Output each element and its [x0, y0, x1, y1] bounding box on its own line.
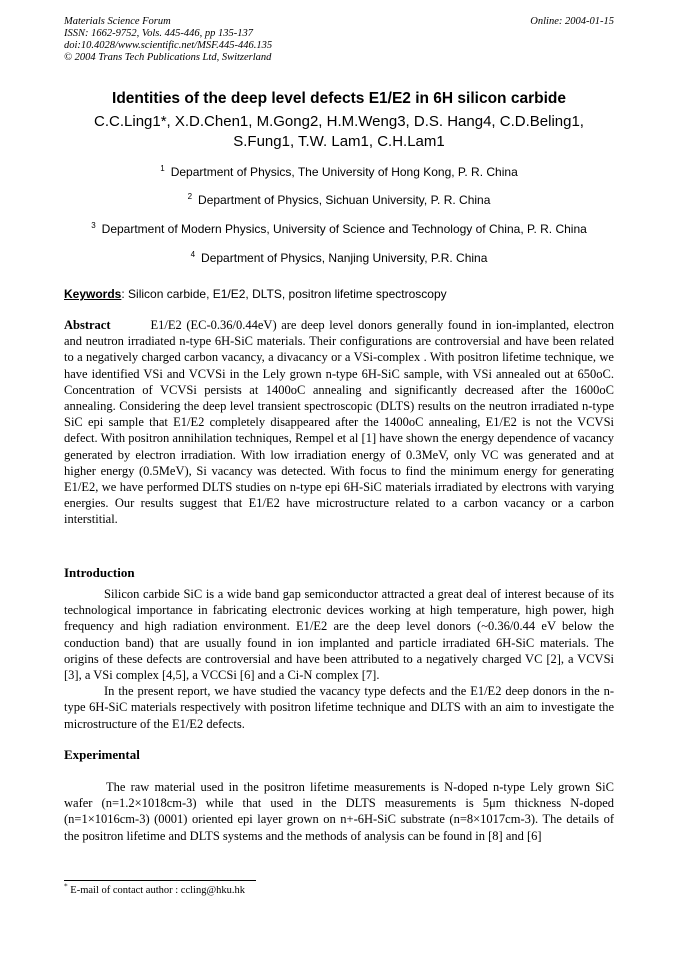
keywords: Keywords: Silicon carbide, E1/E2, DLTS, positron lifetime spectroscopy [64, 287, 447, 301]
footnote [64, 881, 245, 896]
introduction-text [64, 586, 614, 732]
experimental-text [64, 779, 614, 844]
intro-paragraph-2: In the present report, we have studied the vacancy type defects and the E1/E2 deep donors in the n-type 6H-SiC materials respectively with positron lifetime technique and DLTS with an aim to investigate the microstructure of the E1/E2 defects. [64, 684, 614, 731]
abstract [64, 317, 614, 528]
affiliation: $^2$ Department of Physics, Sichuan University, P. R. China [187, 192, 491, 207]
journal-header [64, 16, 272, 64]
author-line-2: S.Fung1, T.W. Lam1, C.H.Lam1 [233, 133, 445, 150]
keywords-text: Silicon carbide, E1/E2, DLTS, positron lifetime spectroscopy [128, 287, 447, 301]
abstract-label: Abstract [64, 318, 111, 332]
issn: ISSN: 1662-9752, Vols. 445-446, pp 135-137 [64, 28, 253, 39]
experimental-paragraph-1: The raw material used in the positron lifetime measurements is N-doped n-type Lely grown SiC wafer (n=1.2×1018cm-3) while that used in the DLTS measurements is 5μm thickness N-doped (n=1×1016cm-3) (0001) oriented epi layer grown on n+-6H-SiC substrate (n=8×1017cm-3). The details of the positron lifetime and DLTS systems and the methods of analysis can be found in [8] and [6] [64, 780, 614, 843]
keywords-label: Keywords [64, 287, 122, 301]
online-date: Online: 2004-01-15 [530, 16, 614, 27]
copyright: © 2004 Trans Tech Publications Ltd, Switzerland [64, 52, 272, 63]
affiliation: $^3$ Department of Modern Physics, University of Science and Technology of China, P. R. China [91, 221, 587, 236]
footnote-text: E-mail of contact author : ccling@hku.hk [70, 885, 245, 896]
introduction-heading: Introduction [64, 565, 135, 580]
footnote-divider [64, 880, 256, 881]
footnote-mark: * [64, 881, 68, 891]
affiliation: $^4$ Department of Physics, Nanjing University, P.R. China [190, 250, 488, 265]
abstract-text: E1/E2 (EC-0.36/0.44eV) are deep level donors generally found in ion-implanted, electron and neutron irradiated n-type 6H-SiC materials. Their configurations are controversial and have been related to a negatively charged carbon vacancy, a divacancy or a VSi-complex . With positron lifetime technique, we have identified VSi and VCVSi in the Lely grown n-type 6H-SiC sample, with VSi annealed out at 650oC. Concentration of VCVSi persists at 1400oC annealing and significantly decreased after the 1600oC annealing. Considering the deep level transient spectroscopic (DLTS) results on the neutron irradiated n-type SiC epi sample that E1/E2 completely disappeared after the 1400oC annealing, E1/E2 is not the VCVSi defect. With positron annihilation techniques, Rempel et al [1] have shown the energy dependence of vacancy generated by electron irradiation. With low irradiation energy of 0.3MeV, only VC was generated and at higher energy (0.5MeV), Si vacancy was detected. With focus to find the minimum energy for generating E1/E2, we have performed DLTS studies on n-type epi 6H-SiC materials irradiated by electrons with varying energies. Our results suggest that E1/E2 have microstructure related to a carbon vacancy or a carbon interstitial. [64, 318, 614, 527]
doi: doi:10.4028/www.scientific.net/MSF.445-446.135 [64, 40, 273, 51]
experimental-heading: Experimental [64, 747, 140, 762]
author-list [0, 112, 678, 152]
paper-title: Identities of the deep level defects E1/E2 in 6H silicon carbide [112, 90, 566, 107]
author-line-1: C.C.Ling1*, X.D.Chen1, M.Gong2, H.M.Weng3, D.S. Hang4, C.D.Beling1, [94, 113, 584, 130]
journal-name: Materials Science Forum [64, 16, 171, 27]
intro-paragraph-1: Silicon carbide SiC is a wide band gap semiconductor attracted a great deal of interest because of its technological importance in fabricating electronic devices working at high temperature, high power, high frequency and high radiation environment. E1/E2 are the deep level donors (~0.36/0.44 eV below the conduction band) that are usually found in ion implanted and particle irradiated 6H-SiC materials. The origins of these defects are controversial and have been attributed to a negatively charged VC [2], a VCVSi [3], a VSi complex [4,5], a VCCSi [6] and a Ci-N complex [7]. [64, 587, 614, 683]
affiliation: $^1$ Department of Physics, The University of Hong Kong, P. R. China [160, 164, 518, 179]
